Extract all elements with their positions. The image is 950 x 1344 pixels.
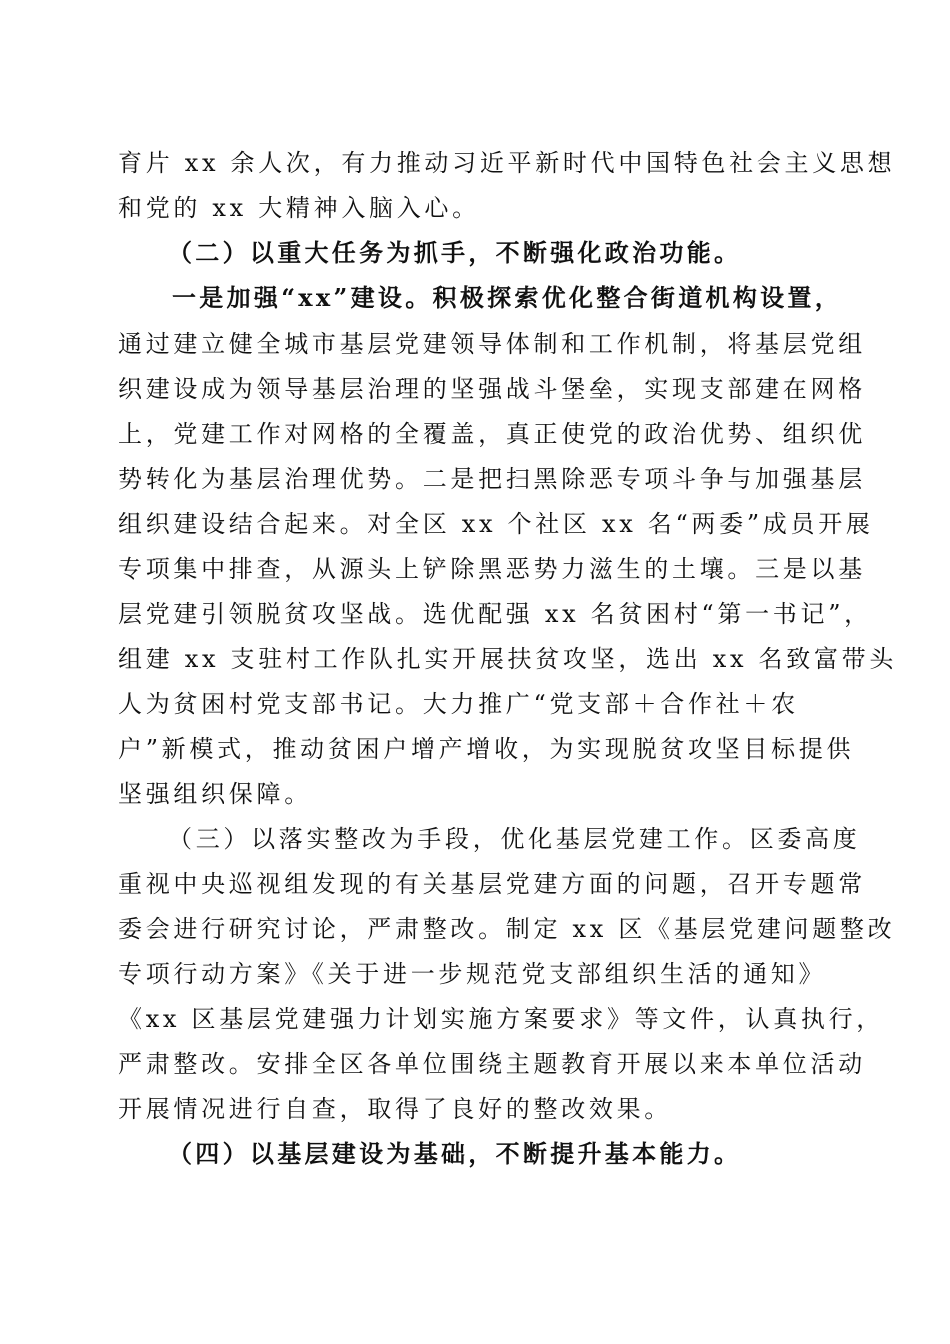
text-line-8: 势转化为基层治理优势。二是把扫黑除恶专项斗争与加强基层 — [118, 465, 866, 493]
text-line-18: 委会进行研究讨论，严肃整改。制定 xx 区《基层党建问题整改 — [118, 915, 896, 943]
section-heading-2: （二）以重大任务为抓手，不断强化政治功能。 — [168, 238, 742, 267]
text-line-20: 《xx 区基层党建强力计划实施方案要求》等文件，认真执行， — [118, 1005, 884, 1033]
text-line-2: 和党的 xx 大精神入脑入心。 — [118, 194, 480, 222]
text-line-10: 专项集中排查，从源头上铲除黑恶势力滋生的土壤。三是以基 — [118, 555, 866, 583]
text-line-16: （三）以落实整改为手段，优化基层党建工作。区委高度 — [168, 825, 861, 853]
text-line-6: 织建设成为领导基层治理的坚强战斗堡垒，实现支部建在网格 — [118, 375, 866, 403]
text-line-12: 组建 xx 支驻村工作队扎实开展扶贫攻坚，选出 xx 名致富带头 — [118, 645, 898, 673]
text-line-7: 上，党建工作对网格的全覆盖，真正使党的政治优势、组织优 — [118, 420, 866, 448]
text-line-22: 开展情况进行自查，取得了良好的整改效果。 — [118, 1095, 672, 1123]
section-heading-4: （四）以基层建设为基础，不断提升基本能力。 — [168, 1139, 742, 1168]
text-line-14: 户”新模式，推动贫困户增产增收，为实现脱贫攻坚目标提供 — [118, 735, 855, 763]
text-line-11: 层党建引领脱贫攻坚战。选优配强 xx 名贫困村“第一书记”， — [118, 600, 872, 628]
text-line-15: 坚强组织保障。 — [118, 780, 312, 808]
text-line-17: 重视中央巡视组发现的有关基层党建方面的问题，召开专题常 — [118, 870, 866, 898]
text-line-5: 通过建立健全城市基层党建领导体制和工作机制，将基层党组 — [118, 330, 866, 358]
text-line-9: 组织建设结合起来。对全区 xx 个社区 xx 名“两委”成员开展 — [118, 510, 874, 538]
text-line-19: 专项行动方案》《关于进一步规范党支部组织生活的通知》 — [118, 960, 827, 988]
text-line-1: 育片 xx 余人次，有力推动习近平新时代中国特色社会主义思想 — [118, 149, 896, 177]
text-line-21: 严肃整改。安排全区各单位围绕主题教育开展以来本单位活动 — [118, 1050, 866, 1078]
text-line-13: 人为贫困村党支部书记。大力推广“党支部＋合作社＋农 — [118, 690, 799, 718]
text-line-4: 一是加强“xx”建设。积极探索优化整合街道机构设置， — [172, 283, 843, 312]
